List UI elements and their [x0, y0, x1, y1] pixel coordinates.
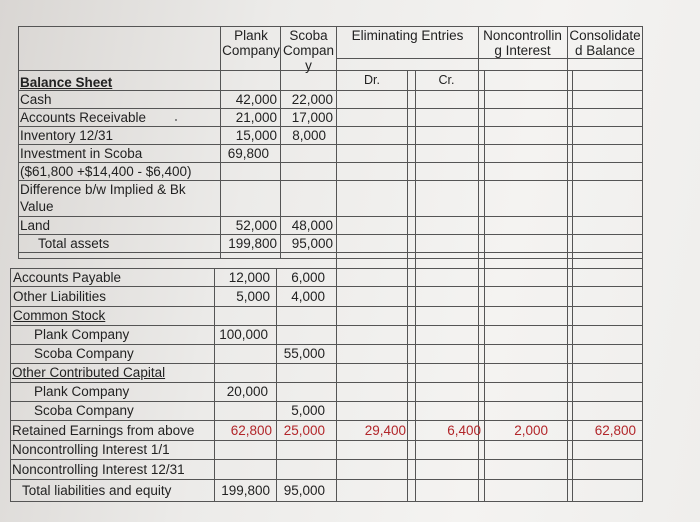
grid-line — [567, 26, 568, 502]
re-plank: 62,800 — [230, 423, 272, 438]
re-scoba: 25,000 — [283, 423, 325, 438]
header-noncontrolling-interest: Noncontrollin g Interest — [483, 28, 562, 58]
grid-line — [10, 479, 642, 480]
balance-sheet-heading: Balance Sheet — [20, 75, 113, 90]
grid-line — [220, 26, 221, 259]
grid-line — [10, 501, 642, 502]
ar-plank: 21,000 — [235, 110, 277, 125]
grid-line — [18, 234, 642, 235]
header-debit: Dr. — [364, 73, 380, 87]
land-plank: 52,000 — [235, 218, 277, 233]
grid-line — [10, 440, 642, 441]
re-consolidated: 62,800 — [594, 423, 636, 438]
cs-scoba-value: 55,000 — [283, 346, 325, 361]
grid-line — [18, 162, 642, 163]
grid-line — [10, 363, 642, 364]
grid-line — [18, 144, 642, 145]
header-plank: Plank Company — [222, 28, 280, 58]
row-label-land: Land — [20, 218, 51, 233]
total-le-plank: 199,800 — [221, 483, 270, 498]
grid-line — [10, 268, 642, 269]
ap-scoba: 6,000 — [291, 270, 325, 285]
grid-line — [18, 26, 642, 27]
row-label-difference-value: Value — [20, 199, 54, 214]
row-label-accounts-receivable: Accounts Receivable — [20, 110, 147, 125]
row-label-occ-scoba: Scoba Company — [34, 403, 134, 418]
total-assets-plank: 199,800 — [228, 236, 277, 251]
header-consolidated-balance: Consolidate d Balance — [569, 28, 641, 58]
row-label-other-contributed-capital: Other Contributed Capital — [12, 365, 166, 380]
row-label-common-stock: Common Stock — [13, 308, 106, 323]
row-label-investment: Investment in Scoba — [20, 146, 143, 161]
grid-line — [336, 26, 337, 502]
total-le-scoba: 95,000 — [283, 483, 325, 498]
stray-mark — [175, 119, 177, 121]
occ-scoba-value: 5,000 — [291, 403, 325, 418]
grid-line — [18, 252, 642, 253]
grid-line — [18, 258, 642, 259]
row-label-total-liabilities-equity: Total liabilities and equity — [22, 483, 172, 498]
ar-scoba: 17,000 — [291, 110, 333, 125]
row-label-occ-plank: Plank Company — [34, 384, 130, 399]
row-label-other-liabilities: Other Liabilities — [13, 289, 107, 304]
re-nci: 2,000 — [514, 423, 548, 438]
row-label-difference: Difference b/w Implied & Bk — [20, 182, 186, 197]
cash-scoba: 22,000 — [291, 92, 333, 107]
ap-plank: 12,000 — [228, 270, 270, 285]
grid-line — [10, 268, 11, 502]
grid-line — [10, 401, 642, 402]
grid-line — [336, 58, 642, 59]
row-label-total-assets: Total assets — [38, 236, 110, 251]
row-label-cash: Cash — [20, 92, 52, 107]
re-credit: 6,400 — [447, 423, 481, 438]
header-eliminating-entries: Eliminating Entries — [351, 28, 464, 43]
grid-line — [18, 126, 642, 127]
total-assets-scoba: 95,000 — [291, 236, 333, 251]
inventory-scoba: 8,000 — [292, 128, 326, 143]
grid-line — [214, 268, 215, 502]
row-label-accounts-payable: Accounts Payable — [13, 270, 122, 285]
other-liabilities-scoba: 4,000 — [291, 289, 325, 304]
re-debit: 29,400 — [364, 423, 406, 438]
occ-plank-value: 20,000 — [226, 384, 268, 399]
inventory-plank: 15,000 — [235, 128, 277, 143]
investment-plank: 69,800 — [227, 146, 269, 161]
row-label-cs-plank: Plank Company — [34, 327, 130, 342]
row-label-nci-closing: Noncontrolling Interest 12/31 — [12, 462, 185, 477]
land-scoba: 48,000 — [291, 218, 333, 233]
grid-line — [10, 306, 642, 307]
row-label-inventory: Inventory 12/31 — [20, 128, 114, 143]
grid-line — [10, 459, 642, 460]
cs-plank-value: 100,000 — [219, 327, 268, 342]
grid-line — [18, 108, 642, 109]
header-scoba: Scoba Compan y — [282, 28, 335, 73]
grid-line — [276, 268, 277, 502]
other-liabilities-plank: 5,000 — [236, 289, 270, 304]
grid-line — [642, 26, 643, 502]
grid-line — [18, 26, 19, 90]
grid-line — [10, 344, 642, 345]
grid-line — [10, 325, 642, 326]
grid-line — [18, 180, 642, 181]
row-label-cs-scoba: Scoba Company — [34, 346, 134, 361]
header-credit: Cr. — [438, 73, 455, 87]
row-label-retained-earnings: Retained Earnings from above — [12, 423, 195, 438]
grid-line — [10, 286, 642, 287]
row-label-investment-note: ($61,800 +$14,400 - $6,400) — [20, 164, 192, 179]
grid-line — [18, 216, 642, 217]
grid-line — [10, 420, 642, 421]
row-label-nci-opening: Noncontrolling Interest 1/1 — [12, 442, 170, 457]
grid-line — [18, 90, 19, 258]
grid-line — [10, 382, 642, 383]
cash-plank: 42,000 — [235, 92, 277, 107]
